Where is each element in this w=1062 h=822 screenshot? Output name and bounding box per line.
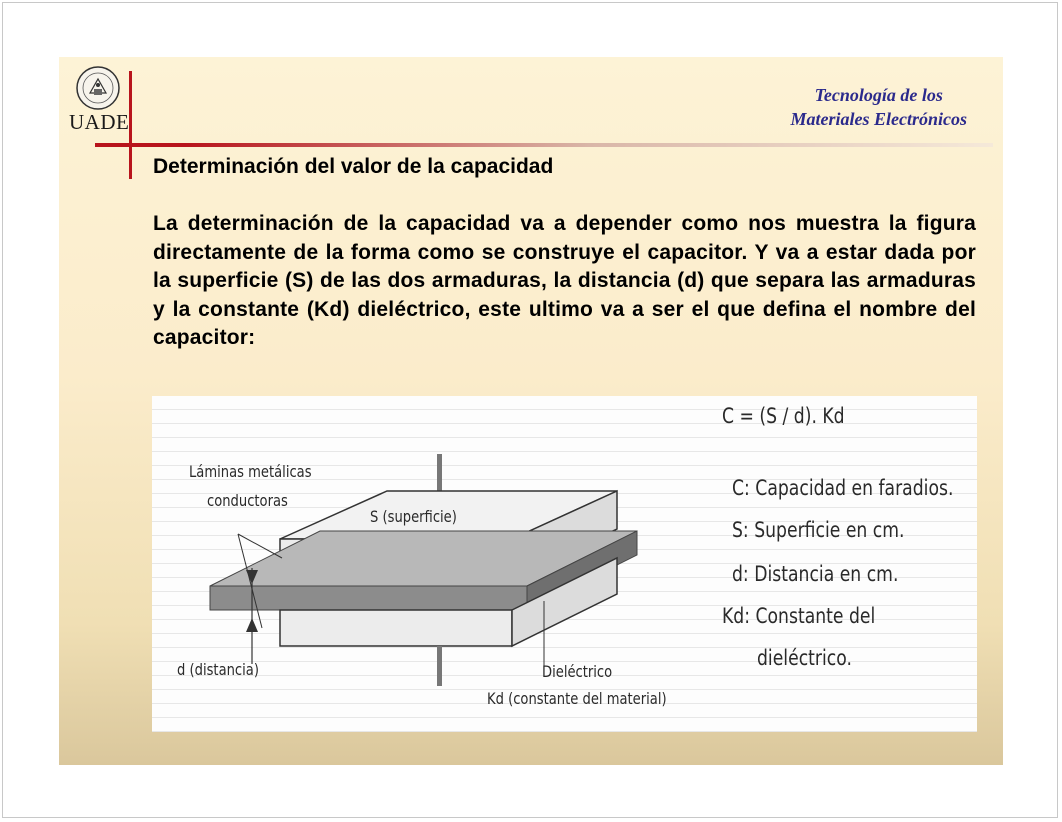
capacitance-formula: C = (S / d). Kd — [722, 404, 845, 428]
slide-title: Determinación del valor de la capacidad — [153, 155, 554, 178]
legend-distance: d: Distancia en cm. — [732, 562, 899, 586]
surface-label: S (superficie) — [370, 507, 457, 526]
legend-dielectric: dieléctrico. — [757, 646, 852, 670]
plates-label-line2: conductoras — [207, 491, 288, 510]
legend-capacitance: C: Capacidad en faradios. — [732, 476, 954, 500]
course-header-line2: Materiales Electrónicos — [790, 109, 967, 129]
logo-text: UADE — [69, 110, 130, 134]
distance-label: d (distancia) — [177, 660, 259, 679]
dielectric-label: Dieléctrico — [542, 662, 613, 681]
constant-label: Kd (constante del material) — [487, 689, 667, 708]
legend-surface: S: Superficie en cm. — [732, 518, 905, 542]
distance-arrow-up — [246, 618, 258, 632]
legend-constant: Kd: Constante del — [722, 604, 876, 628]
vertical-accent-line — [129, 71, 132, 179]
plates-label-line1: Láminas metálicas — [189, 462, 312, 481]
capacitor-figure — [152, 396, 977, 732]
university-seal-icon — [75, 65, 121, 111]
bottom-terminal — [437, 646, 442, 686]
plates-leader-line-1 — [238, 534, 282, 558]
slide — [59, 57, 1003, 765]
course-header — [791, 83, 968, 131]
bottom-plate-front-face — [280, 610, 512, 646]
slide-paragraph: La determinación de la capacidad va a depender como nos muestra la figura directamente de la forma como se construye el capacitor. Y va a estar dada por la superficie (S) de las dos armaduras, la distancia (d) que separa las armaduras y la constante (Kd) dieléctrico, este ultimo va a ser el que defina el nombre del capacitor: — [153, 212, 976, 349]
dielectric-front-face — [210, 586, 527, 610]
course-header-line1: Tecnología de los — [814, 85, 943, 105]
uade-logo — [69, 65, 130, 137]
horizontal-accent-line — [95, 143, 993, 147]
